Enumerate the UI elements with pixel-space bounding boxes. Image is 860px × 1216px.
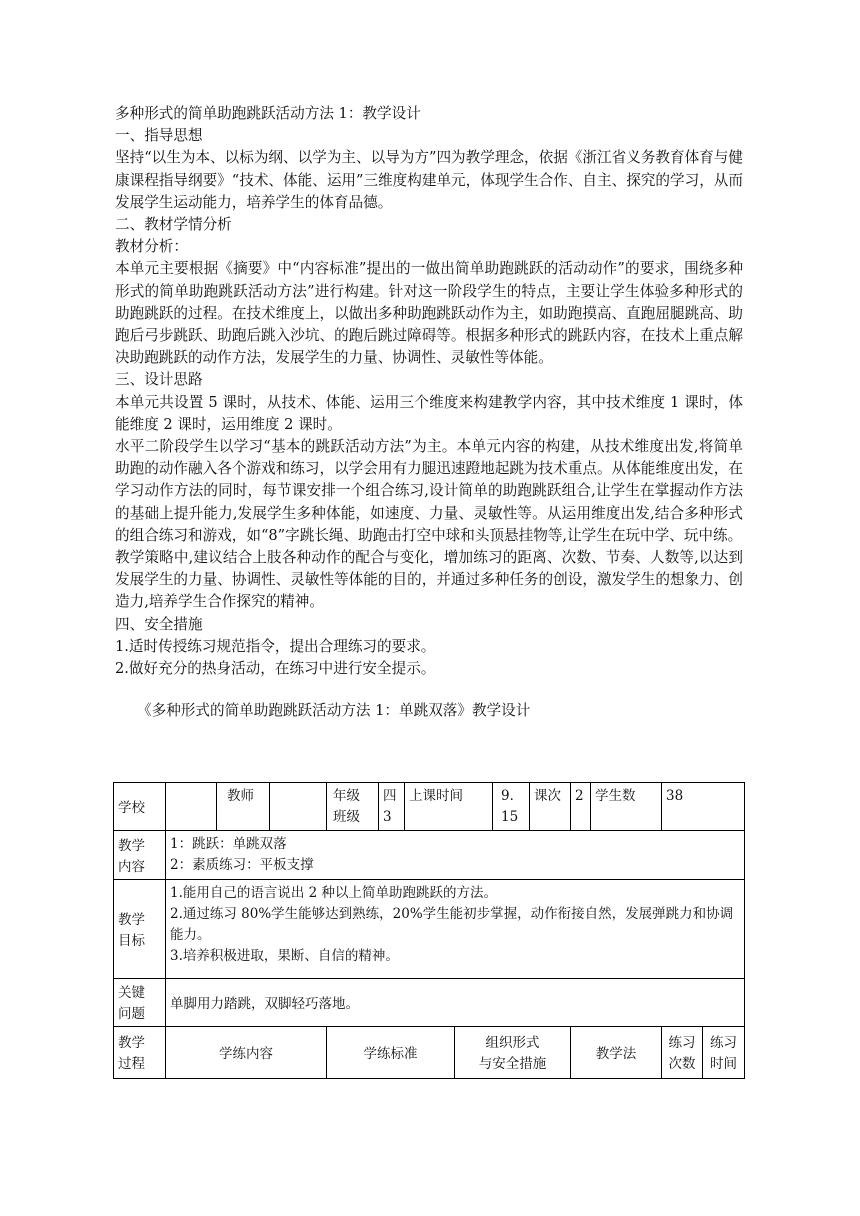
content-line: 2：素质练习：平板支撑 xyxy=(170,857,314,873)
table-row xyxy=(114,1027,745,1079)
content-label-line: 教学 xyxy=(118,837,145,854)
content-cell xyxy=(166,831,745,880)
column-header-content: 学练内容 xyxy=(166,1027,327,1079)
content-line: 1：跳跃：单跳双落 xyxy=(170,836,287,852)
lesson-number-value: 2 xyxy=(571,783,591,831)
section-paragraph: 坚持“以生为本、以标为纲、以学为主、以导为方”四为教学理念，依据《浙江省义务教育体育与健康课程指导纲要》“技术、体能、运用”三维度构建单元，体现学生合作、自主、探究的学习，从而发展学生运动能力，培养学生的体育品德。 xyxy=(115,149,743,211)
section-heading: 三、设计思路 xyxy=(115,371,203,389)
lesson-table-title: 《多种形式的简单助跑跳跃活动方法 1：单跳双落》教学设计 xyxy=(137,702,531,720)
table-row xyxy=(114,979,745,1027)
goal-line: 2.通过练习 80%学生能够达到熟练，20%学生能初步掌握，动作衔接自然，发展弹跳力和协调能力。 xyxy=(170,906,734,943)
class-label-line: 班级 xyxy=(333,809,360,825)
grade-label xyxy=(327,783,379,831)
goals-label-line: 教学 xyxy=(118,911,145,928)
document-title: 多种形式的简单助跑跳跃活动方法 1：教学设计 xyxy=(115,105,421,122)
students-value: 38 xyxy=(662,783,745,831)
section-paragraph: 水平二阶段学生以学习“基本的跳跃活动方法”为主。本单元内容的构建，从技术维度出发,将简单助跑的动作融入各个游戏和练习，以学会用有力腿迅速蹬地起跳为技术重点。从体能维度出发，在学习动作方法的同时，每节课安排一个组合练习,设计简单的助跑跳跃组合,让学生在掌握动作方法的基础上提升能力,发展学生多种体能，如速度、力量、灵敏性等。从运用维度出发,结合多种形式的组合练习和游戏，如“8”字跳长绳、助跑击打空中球和头顶悬挂物等,让学生在玩中学、玩中练。 xyxy=(115,438,743,544)
duration-header-line: 时间 xyxy=(710,1056,737,1072)
content-label-line: 内容 xyxy=(118,858,145,875)
column-header-times xyxy=(662,1027,703,1079)
goals-cell xyxy=(166,880,745,979)
column-header-standard: 学练标准 xyxy=(327,1027,455,1079)
column-header-organization xyxy=(455,1027,571,1079)
table-row xyxy=(114,880,745,979)
time-value: 9．15 xyxy=(493,783,530,831)
section-paragraph: 2.做好充分的热身活动，在练习中进行安全提示。 xyxy=(115,660,436,678)
org-header-line: 组织形式 xyxy=(485,1035,540,1051)
goal-line: 1.能用自己的语言说出 2 种以上简单助跑跳跃的方法。 xyxy=(170,885,498,901)
key-label-line: 关键 xyxy=(118,985,145,1001)
section-paragraph: 本单元共设置 5 课时，从技术、体能、运用三个维度来构建教学内容，其中技术维度 1 课时，体能维度 2 课时，运用维度 2 课时。 xyxy=(115,393,743,433)
section-heading: 一、指导思想 xyxy=(115,127,203,145)
column-header-duration xyxy=(703,1027,745,1079)
lesson-plan-table xyxy=(113,782,745,1079)
students-label: 学生数 xyxy=(591,783,662,831)
times-header-line: 练习 xyxy=(668,1035,696,1051)
duration-header-line: 练习 xyxy=(710,1035,737,1051)
time-label: 上课时间 xyxy=(405,783,493,831)
key-cell: 单脚用力踏跳，双脚轻巧落地。 xyxy=(166,979,745,1027)
school-label: 学校 xyxy=(114,783,166,831)
section-paragraph: 本单元主要根据《摘要》中“内容标准”提出的一做出简单助跑跳跃的活动动作”的要求，围绕多种形式的简单助跑跳跃活动方法”进行构建。针对这一阶段学生的特点，主要让学生体验多种形式的助跑跳跃的过程。在技术维度上，以做出多种助跑跳跃动作为主，如助跑摸高、直跑屈腿跳高、助跑后弓步跳跃、助跑后跳入沙坑、的跑后跳过障碍等。根据多种形式的跳跃内容，在技术上重点解决助跑跳跃的动作方法，发展学生的力量、协调性、灵敏性等体能。 xyxy=(115,260,743,367)
org-header-line: 与安全措施 xyxy=(478,1056,547,1072)
column-header-method: 教学法 xyxy=(571,1027,662,1079)
content-label xyxy=(114,831,166,880)
lesson-number-label: 课次 xyxy=(530,783,571,831)
document-body xyxy=(115,103,743,721)
table-row xyxy=(114,783,745,831)
table-row xyxy=(114,831,745,880)
grade-label-line: 年级 xyxy=(333,788,360,804)
teacher-value xyxy=(270,783,327,831)
section-paragraph: 1.适时传授练习规范指令，提出合理练习的要求。 xyxy=(115,637,436,655)
process-label-line: 教学 xyxy=(118,1035,145,1051)
section-paragraph: 教材分析： xyxy=(115,238,188,256)
school-value xyxy=(166,783,217,831)
times-header-line: 次数 xyxy=(668,1056,696,1072)
section-heading: 四、安全措施 xyxy=(115,615,203,633)
key-label-line: 问题 xyxy=(118,1006,145,1022)
teacher-label: 教师 xyxy=(217,783,270,831)
goals-label xyxy=(114,880,166,979)
process-label xyxy=(114,1027,166,1079)
goal-line: 3.培养积极进取，果断、自信的精神。 xyxy=(170,948,399,964)
section-paragraph: 教学策略中,建议结合上肢各种动作的配合与变化，增加练习的距离、次数、节奏、人数等,以达到发展学生的力量、协调性、灵敏性等体能的目的，并通过多种任务的创设，激发学生的想象力、创造力,培养学生合作探究的精神。 xyxy=(115,549,743,611)
process-label-line: 过程 xyxy=(118,1056,145,1072)
key-label xyxy=(114,979,166,1027)
goals-label-line: 目标 xyxy=(118,932,145,949)
section-heading: 二、教材学情分析 xyxy=(115,216,232,234)
grade-value: 四 3 xyxy=(379,783,405,831)
